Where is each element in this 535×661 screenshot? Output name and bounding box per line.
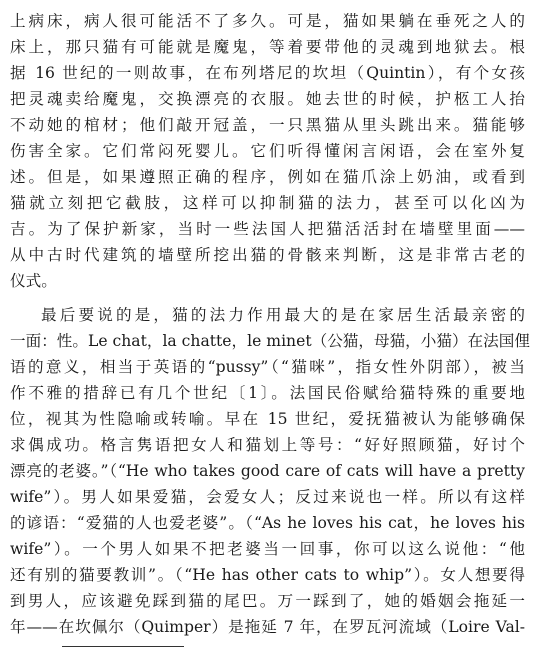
text-line: 述。但是，如果遵照正确的程序，例如在猫爪涂上奶油，或看到 <box>10 168 525 186</box>
text-line: wife”）。男人如果爱猫，会爱女人；反过来说也一样。所以有这样 <box>10 488 525 506</box>
text-line: 床上，那只猫有可能就是魔鬼，等着要带他的灵魂到地狱去。根 <box>10 38 525 56</box>
text-line: 漂亮的老婆。”（“He who takes good care of cats will have a pretty <box>10 462 525 480</box>
text-line: 作不雅的措辞已有几个世纪〔1〕。法国民俗赋给猫特殊的重要地 <box>10 384 525 402</box>
text-line: 一面：性。Le chat，la chatte，le minet（公猫，母猫，小猫）在法国俚 <box>10 332 530 350</box>
text-line: 求偶成功。格言隽语把女人和猫划上等号：“好好照顾猫，好讨个 <box>10 436 525 454</box>
body-text <box>10 8 530 640</box>
text-line: 吉。为了保护新家，当时一些法国人把猫活活封在墙壁里面—— <box>10 220 525 238</box>
text-line: 语的意义，相当于英语的“pussy”（“猫咪”，指女性外阴部），被当 <box>10 358 525 376</box>
text-line: 伤害全家。它们常闷死婴儿。它们听得懂闲言闲语，会在室外复 <box>10 142 525 160</box>
text-line: wife”）。一个男人如果不把老婆当一回事，你可以这么说他：“他 <box>10 540 525 558</box>
text-line: 据 16 世纪的一则故事，在布列塔尼的坎坦（Quintin），有个女孩 <box>10 64 525 82</box>
text-line: 上病床，病人很可能活不了多久。可是，猫如果躺在垂死之人的 <box>10 12 525 30</box>
paragraph-gap <box>10 294 525 302</box>
text-line: 猫就立刻把它截肢，这样可以抑制猫的法力，甚至可以化凶为 <box>10 194 525 212</box>
text-line: 把灵魂卖给魔鬼，交换漂亮的衣服。她去世的时候，护柩工人抬 <box>10 90 525 108</box>
text-line: 年——在坎佩尔（Quimper）是拖延 7 年，在罗瓦河流域（Loire Val- <box>10 618 525 636</box>
text-line: 的谚语：“爱猫的人也爱老婆”。（“As he loves his cat，he loves his <box>10 514 525 532</box>
text-line: 最后要说的是，猫的法力作用最大的是在家居生活最亲密的 <box>41 306 525 324</box>
paragraph-2 <box>10 302 530 640</box>
footnote-divider <box>62 646 184 647</box>
text-line: 位，视其为性隐喻或转喻。早在 15 世纪，爱抚猫被认为能够确保 <box>10 410 525 428</box>
text-line: 到男人，应该避免踩到猫的尾巴。万一踩到了，她的婚姻会拖延一 <box>10 592 525 610</box>
paragraph-1 <box>10 8 525 294</box>
text-line: 仪式。 <box>10 272 57 290</box>
text-line: 不动她的棺材；他们敲开冠盖，一只黑猫从里头跳出来。猫能够 <box>10 116 525 134</box>
text-line: 还有别的猫要教训”。（“He has other cats to whip”）。女人想要得 <box>10 566 525 584</box>
text-line: 从中古时代建筑的墙壁所挖出猫的骨骸来判断，这是非常古老的 <box>10 246 525 264</box>
